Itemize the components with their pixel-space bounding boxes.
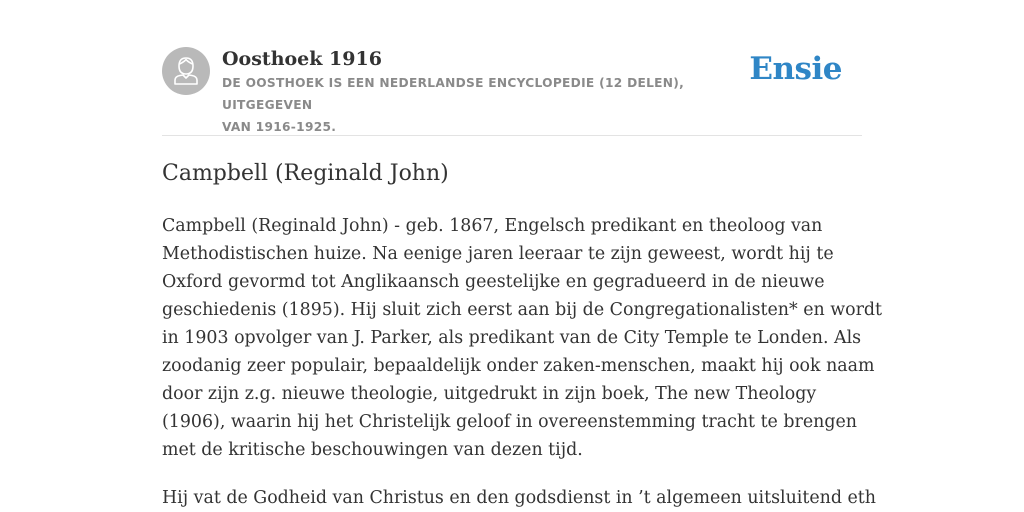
paragraph-line: zoodanig zeer populair, bepaaldelijk onder zaken-menschen, maakt hij ook naam [162, 356, 875, 376]
source-description [222, 72, 762, 138]
paragraph-line: in 1903 opvolger van J. Parker, als predikant van de City Temple te Londen. Als [162, 328, 862, 348]
paragraph-line: Hij vat de Godheid van Christus en den godsdienst in ’t algemeen uitsluitend eth [162, 488, 876, 508]
paragraph-line: (1906), waarin hij het Christelijk geloof in overeenstemming tracht te brengen [162, 412, 857, 432]
article-paragraph [162, 212, 883, 464]
paragraph-line: Oxford gevormd tot Anglikaansch geestelijke en gegradueerd in de nieuwe [162, 272, 825, 292]
article-title: Campbell (Reginald John) [162, 161, 449, 186]
article-paragraph [162, 484, 876, 512]
paragraph-line: Campbell (Reginald John) - geb. 1867, Engelsch predikant en theoloog van [162, 216, 823, 236]
source-title[interactable]: Oosthoek 1916 [222, 48, 382, 70]
paragraph-line: door zijn z.g. nieuwe theologie, uitgedrukt in zijn boek, The new Theology [162, 384, 817, 404]
source-description-line: DE OOSTHOEK IS EEN NEDERLANDSE ENCYCLOPEDIE (12 DELEN), UITGEGEVEN [222, 76, 685, 112]
source-header [162, 47, 862, 136]
paragraph-line: met de kritische beschouwingen van dezen tijd. [162, 440, 583, 460]
source-description-line: VAN 1916-1925. [222, 120, 337, 134]
ensie-logo[interactable]: Ensie [749, 51, 842, 87]
user-avatar-icon[interactable] [162, 47, 210, 95]
article-body [162, 212, 883, 512]
paragraph-line: geschiedenis (1895). Hij sluit zich eerst aan bij de Congregationalisten* en wordt [162, 300, 883, 320]
paragraph-line: Methodistischen huize. Na eenige jaren leeraar te zijn geweest, wordt hij te [162, 244, 834, 264]
